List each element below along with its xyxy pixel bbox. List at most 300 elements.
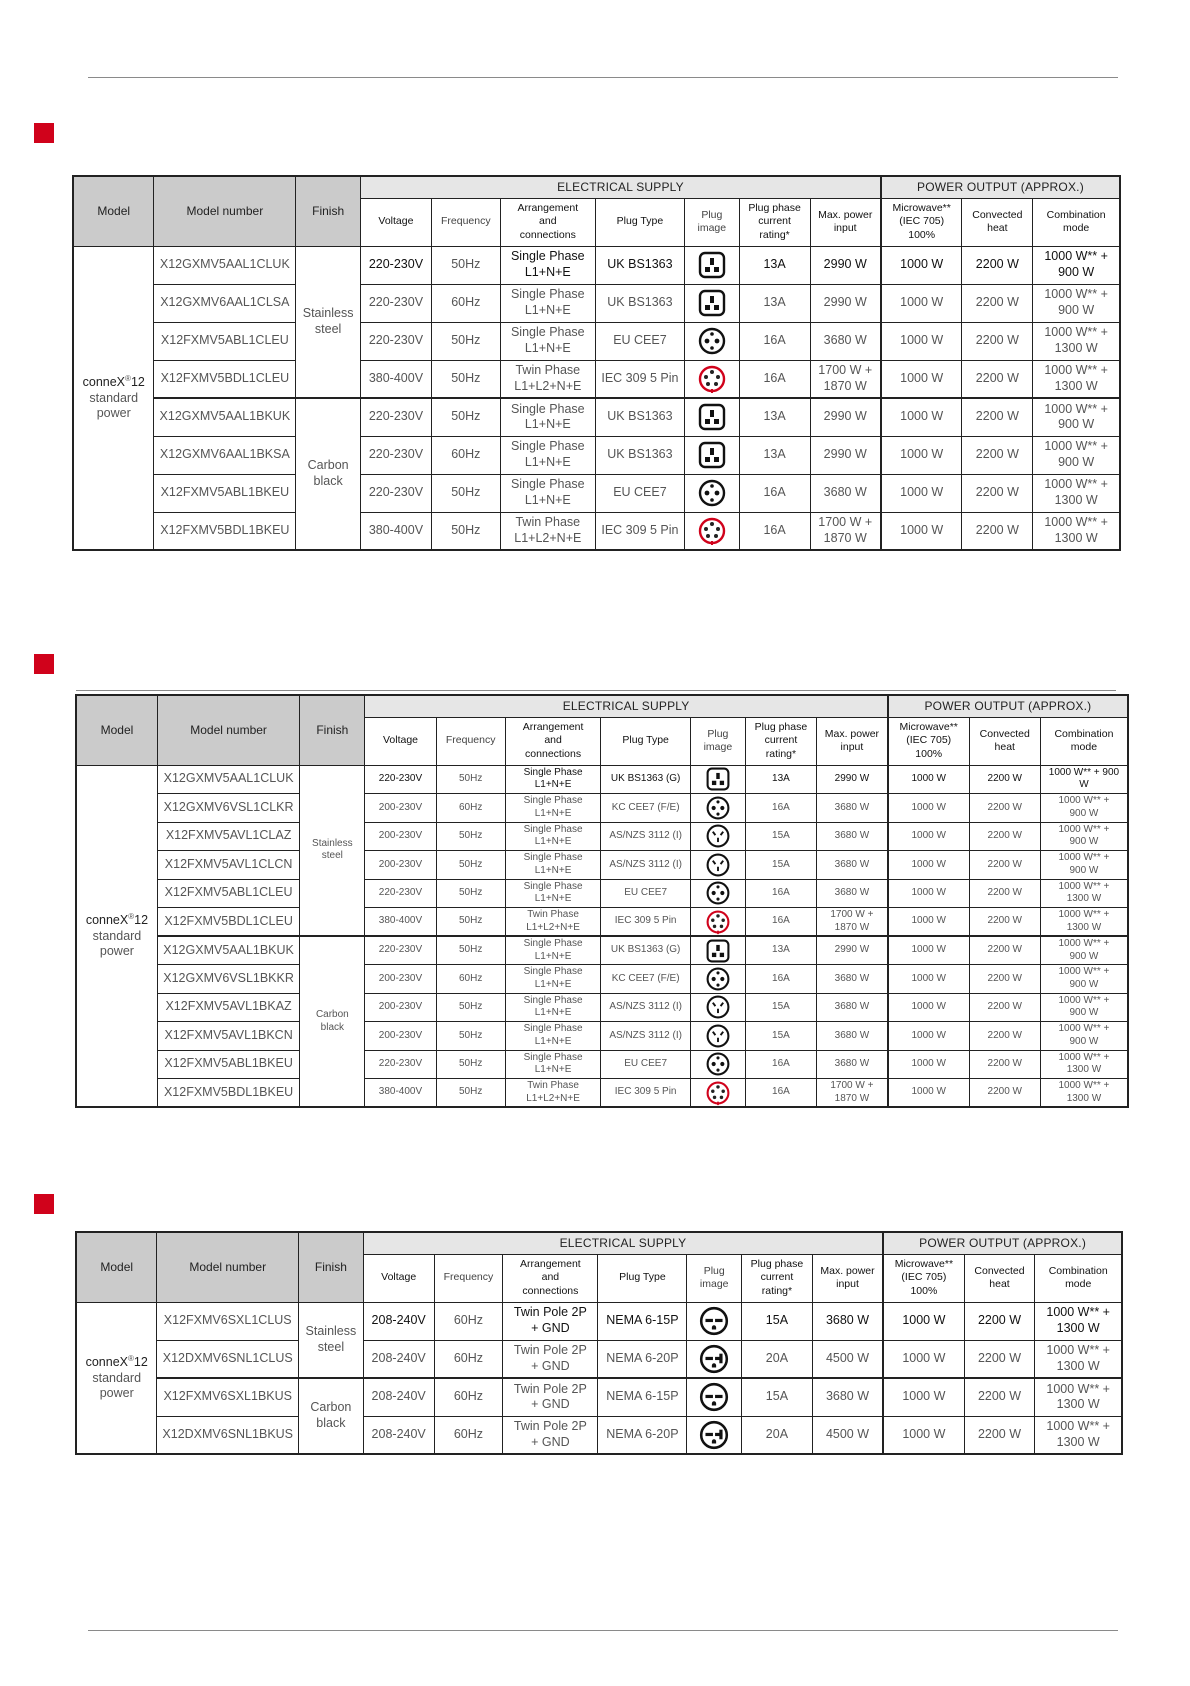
plug-image-cell xyxy=(687,1340,742,1378)
max-power-line-1: 2990 W xyxy=(823,257,867,272)
arrangement-cell xyxy=(505,822,601,851)
frequency: 60Hz xyxy=(453,1389,484,1404)
arrangement-line-2: L1+N+E xyxy=(524,265,571,279)
current-cell xyxy=(739,436,810,474)
eu-plug-icon xyxy=(705,966,731,992)
combination-line-1: 1000 W** + xyxy=(1044,477,1108,492)
header-model-number: Model number xyxy=(154,176,296,246)
header-microwave-2: (IEC 705) xyxy=(901,1271,947,1284)
model-number-cell xyxy=(157,879,299,908)
arrangement-line-1: Single Phase xyxy=(510,439,585,454)
plug-type-cell xyxy=(598,1302,687,1340)
plug-type: UK BS1363 (G) xyxy=(610,773,681,784)
convected-output: 2200 W xyxy=(987,1029,1022,1041)
table-row xyxy=(73,360,1120,398)
microwave-cell xyxy=(883,1340,964,1378)
plug-current: 20A xyxy=(765,1426,789,1441)
combination-line-2: 1300 W xyxy=(1056,1397,1100,1412)
combination-line-2: 1300 W xyxy=(1054,530,1098,545)
combination-line-1: 1000 W** + xyxy=(1044,287,1108,302)
arrangement-cell xyxy=(500,474,595,512)
combination-line-2: 1300 W xyxy=(1066,921,1102,933)
plug-type-cell xyxy=(601,822,691,851)
frequency-cell xyxy=(434,1416,503,1454)
voltage: 220-230V xyxy=(368,257,424,272)
frequency: 60Hz xyxy=(459,972,483,984)
header-combination xyxy=(1035,1254,1122,1302)
combination-line-1: 1000 W** + xyxy=(1058,1080,1110,1091)
combination-line-2: 900 W xyxy=(1058,455,1095,469)
arrangement-cell xyxy=(505,851,601,880)
microwave-cell xyxy=(888,1050,969,1079)
current-cell xyxy=(745,822,816,851)
plug-image-cell xyxy=(690,794,745,823)
table-row xyxy=(76,1050,1128,1079)
model-number: X12DXMV6SNL1CLUS xyxy=(162,1350,293,1365)
model-number-cell xyxy=(154,284,296,322)
max-power-line-2: 1870 W xyxy=(834,921,870,933)
combination-cell xyxy=(1033,398,1120,436)
frequency: 50Hz xyxy=(459,1001,483,1012)
microwave-cell xyxy=(888,908,969,937)
voltage-cell xyxy=(361,322,432,360)
plug-type: AS/NZS 3112 (I) xyxy=(609,1029,682,1041)
model-number-cell xyxy=(154,398,296,436)
microwave-output: 1000 W xyxy=(900,485,944,500)
nema-6-15-plug-icon xyxy=(698,1381,730,1413)
header-arrangement xyxy=(503,1254,598,1302)
arrangement-line-2: L1+N+E xyxy=(534,950,572,962)
max-power-cell xyxy=(817,965,888,994)
model-number: X12FXMV6SXL1CLUS xyxy=(163,1313,292,1328)
convected-cell xyxy=(969,965,1040,994)
plug-image-cell xyxy=(690,851,745,880)
microwave-cell xyxy=(881,284,962,322)
current-cell xyxy=(745,879,816,908)
model-line-3: power xyxy=(99,1386,134,1401)
frequency-cell xyxy=(431,436,500,474)
microwave-cell xyxy=(888,936,969,965)
voltage-cell xyxy=(361,474,432,512)
convected-cell xyxy=(962,398,1033,436)
voltage: 208-240V xyxy=(371,1350,426,1365)
header-model: Model xyxy=(76,695,157,765)
arrangement-line-2: L1+N+E xyxy=(534,1007,572,1019)
model-number: X12FXMV5BDL1CLEU xyxy=(164,913,293,928)
frequency: 60Hz xyxy=(459,801,483,813)
model-number-cell xyxy=(154,322,296,360)
header-plug-phase-2: current xyxy=(764,734,798,747)
max-power-line-2: 1870 W xyxy=(823,530,867,545)
max-power-line-1: 2990 W xyxy=(823,409,867,424)
voltage-cell xyxy=(361,246,432,284)
current-cell xyxy=(739,360,810,398)
microwave-output: 1000 W xyxy=(911,1086,946,1098)
max-power-line-1: 3680 W xyxy=(825,1389,870,1404)
arrangement-cell xyxy=(505,936,601,965)
combination-line-1: 1000 W** + xyxy=(1046,1305,1110,1320)
arrangement-line-2: L1+N+E xyxy=(524,455,571,469)
combination-cell xyxy=(1033,360,1120,398)
frequency-cell xyxy=(431,284,500,322)
arrangement-cell xyxy=(500,322,595,360)
plug-type-cell xyxy=(601,993,691,1022)
combination-line-2: 900 W xyxy=(1058,303,1095,317)
plug-image-cell xyxy=(684,512,739,550)
header-finish: Finish xyxy=(296,176,361,246)
frequency: 50Hz xyxy=(451,333,481,348)
table-row xyxy=(76,1340,1122,1378)
frequency: 60Hz xyxy=(453,1313,484,1328)
model-number-cell xyxy=(157,822,299,851)
voltage: 208-240V xyxy=(371,1426,426,1441)
plug-type-cell xyxy=(601,965,691,994)
uk-plug-icon xyxy=(697,288,727,318)
voltage: 380-400V xyxy=(368,522,424,537)
plug-current: 13A xyxy=(763,295,786,310)
current-cell xyxy=(745,765,816,794)
uk-plug-icon xyxy=(697,402,727,432)
header-microwave-1: Microwave** xyxy=(892,202,951,215)
iec-plug-icon xyxy=(697,364,727,394)
model-number-cell xyxy=(157,794,299,823)
header-max-power-1: Max. power xyxy=(818,208,873,221)
max-power-cell xyxy=(810,512,881,550)
frequency-cell xyxy=(436,908,505,937)
convected-output: 2200 W xyxy=(987,773,1022,784)
combination-cell xyxy=(1033,512,1120,550)
current-cell xyxy=(745,794,816,823)
finish-stainless-cell xyxy=(299,1302,364,1378)
table-row xyxy=(76,1302,1122,1340)
header-frequency: Frequency xyxy=(436,717,505,765)
microwave-cell xyxy=(888,965,969,994)
microwave-output: 1000 W xyxy=(911,887,946,898)
voltage-cell xyxy=(365,1022,436,1051)
combination-cell xyxy=(1033,322,1120,360)
microwave-output: 1000 W xyxy=(900,333,944,348)
finish-carbon-cell xyxy=(296,398,361,550)
finish-carbon-line-2: black xyxy=(316,1416,346,1430)
header-combination xyxy=(1040,717,1128,765)
eu-plug-icon xyxy=(705,880,731,906)
current-cell xyxy=(745,936,816,965)
microwave-output: 1000 W xyxy=(900,257,944,272)
voltage-cell xyxy=(365,1079,436,1108)
plug-image-cell xyxy=(690,765,745,794)
table-row xyxy=(73,512,1120,550)
plug-image-cell xyxy=(684,360,739,398)
model-number: X12FXMV5ABL1CLEU xyxy=(164,885,293,900)
arrangement-line-1: Single Phase xyxy=(523,795,583,807)
plug-image-cell xyxy=(684,436,739,474)
header-microwave xyxy=(883,1254,964,1302)
table-row xyxy=(76,794,1128,823)
arrangement-line-1: Single Phase xyxy=(523,994,583,1006)
model-number-cell xyxy=(157,1050,299,1079)
plug-image-cell xyxy=(690,993,745,1022)
current-cell xyxy=(739,322,810,360)
plug-type-cell xyxy=(601,936,691,965)
model-brand: conneX xyxy=(85,1354,128,1369)
model-number-cell xyxy=(154,436,296,474)
convected-output: 2200 W xyxy=(975,409,1019,424)
arrangement-line-2: L1+N+E xyxy=(524,417,571,432)
plug-current: 13A xyxy=(763,409,786,424)
voltage: 220-230V xyxy=(378,773,423,784)
header-plug-phase-2: current xyxy=(760,1271,794,1284)
plug-current: 13A xyxy=(763,257,786,272)
arrangement-cell xyxy=(500,512,595,550)
max-power-line-1: 3680 W xyxy=(834,801,870,813)
voltage: 380-400V xyxy=(378,915,423,927)
voltage-cell xyxy=(365,879,436,908)
finish-stainless-line-1: Stainless xyxy=(312,837,353,849)
max-power-cell xyxy=(810,284,881,322)
table-row xyxy=(73,284,1120,322)
arrangement-cell xyxy=(503,1340,598,1378)
arrangement-line-2: L1+N+E xyxy=(524,493,571,507)
max-power-line-1: 3680 W xyxy=(825,1313,870,1328)
max-power-line-1: 1700 W + xyxy=(830,909,874,920)
frequency: 50Hz xyxy=(451,409,481,424)
model-number: X12GXMV6VSL1CLKR xyxy=(163,799,294,814)
combination-line-1: 1000 W** + xyxy=(1046,1419,1110,1434)
microwave-cell xyxy=(888,1022,969,1051)
combination-line-2: 1300 W xyxy=(1054,378,1098,393)
spec-table-1 xyxy=(72,175,1121,551)
microwave-cell xyxy=(883,1378,964,1416)
plug-image-cell xyxy=(687,1416,742,1454)
au-plug-icon xyxy=(705,1023,731,1049)
frequency-cell xyxy=(434,1340,503,1378)
microwave-output: 1000 W xyxy=(900,409,944,424)
plug-current: 16A xyxy=(772,915,790,927)
model-number-cell xyxy=(154,246,296,284)
header-voltage: Voltage xyxy=(365,717,436,765)
arrangement-line-2: L1+N+E xyxy=(534,1064,572,1076)
table-row xyxy=(76,908,1128,937)
model-num: 12 xyxy=(130,374,145,389)
header-convected-2: heat xyxy=(987,222,1008,234)
plug-type-cell xyxy=(595,512,684,550)
model-number-cell xyxy=(157,908,299,937)
model-reg-mark: ® xyxy=(128,911,135,921)
plug-current: 15A xyxy=(765,1389,789,1404)
voltage: 380-400V xyxy=(368,370,424,385)
current-cell xyxy=(745,965,816,994)
finish-stainless-cell xyxy=(300,765,365,936)
header-microwave-2: (IEC 705) xyxy=(899,215,945,228)
header-arrangement xyxy=(505,717,601,765)
model-number-cell xyxy=(157,1416,299,1454)
voltage-cell xyxy=(361,398,432,436)
plug-type-cell xyxy=(595,246,684,284)
combination-line-1: 1000 W** + 900 W xyxy=(1048,766,1120,791)
au-plug-icon xyxy=(705,852,731,878)
arrangement-line-2: L1+N+E xyxy=(534,893,572,905)
arrangement-line-1: Single Phase xyxy=(523,880,583,892)
arrangement-cell xyxy=(505,1022,601,1051)
frequency-cell xyxy=(434,1302,503,1340)
max-power-line-1: 3680 W xyxy=(834,887,870,898)
model-number: X12GXMV6VSL1BKKR xyxy=(163,970,294,985)
model-name-cell xyxy=(76,765,157,1107)
microwave-cell xyxy=(883,1302,964,1340)
voltage-cell xyxy=(363,1416,434,1454)
arrangement-line-2: L1+N+E xyxy=(534,807,572,819)
combination-cell xyxy=(1033,436,1120,474)
convected-cell xyxy=(969,908,1040,937)
max-power-line-1: 3680 W xyxy=(834,972,870,984)
convected-cell xyxy=(969,851,1040,880)
arrangement-line-1: Single Phase xyxy=(510,287,585,302)
frequency: 50Hz xyxy=(459,858,483,870)
plug-image-cell xyxy=(690,822,745,851)
header-electrical-supply: ELECTRICAL SUPPLY xyxy=(361,176,881,198)
combination-cell xyxy=(1040,794,1128,823)
convected-output: 2200 W xyxy=(975,370,1019,385)
arrangement-cell xyxy=(500,436,595,474)
combination-cell xyxy=(1040,879,1128,908)
max-power-line-2: 1870 W xyxy=(823,378,867,393)
header-power-output: POWER OUTPUT (APPROX.) xyxy=(888,695,1128,717)
header-plug-image-1: Plug xyxy=(707,727,729,740)
header-microwave-1: Microwave** xyxy=(899,721,958,734)
microwave-output: 1000 W xyxy=(902,1350,946,1365)
frequency: 50Hz xyxy=(459,773,483,784)
combination-line-1: 1000 W** + xyxy=(1058,880,1110,892)
combination-line-1: 1000 W** + xyxy=(1058,852,1110,864)
voltage-cell xyxy=(361,360,432,398)
plug-type-cell xyxy=(595,474,684,512)
convected-cell xyxy=(964,1302,1035,1340)
model-number-cell xyxy=(157,1079,299,1108)
convected-cell xyxy=(969,765,1040,794)
header-microwave-3: 100% xyxy=(908,228,936,241)
current-cell xyxy=(745,1022,816,1051)
plug-current: 13A xyxy=(772,944,790,956)
header-power-output: POWER OUTPUT (APPROX.) xyxy=(883,1232,1122,1254)
max-power-cell xyxy=(817,794,888,823)
plug-image-cell xyxy=(684,246,739,284)
microwave-cell xyxy=(881,474,962,512)
arrangement-line-1: Twin Pole 2P xyxy=(513,1343,587,1358)
header-combination-1: Combination xyxy=(1054,727,1114,740)
arrangement-line-2: L1+N+E xyxy=(534,864,572,876)
voltage: 200-230V xyxy=(378,972,423,984)
header-arrangement-1: Arrangement xyxy=(522,721,584,734)
model-brand: conneX xyxy=(85,912,129,927)
model-number: X12GXMV5AAL1BKUK xyxy=(163,942,294,957)
voltage-cell xyxy=(365,1050,436,1079)
combination-line-1: 1000 W** + xyxy=(1044,363,1108,378)
convected-cell xyxy=(969,1022,1040,1051)
plug-image-cell xyxy=(690,908,745,937)
max-power-line-1: 1700 W + xyxy=(818,515,873,530)
microwave-cell xyxy=(888,1079,969,1108)
model-number: X12FXMV5BDL1CLEU xyxy=(160,370,290,385)
arrangement-line-1: Twin Pole 2P xyxy=(513,1419,587,1434)
combination-cell xyxy=(1040,1079,1128,1108)
arrangement-line-1: Twin Phase xyxy=(515,515,581,530)
section-marker-2 xyxy=(34,654,54,674)
model-number-cell xyxy=(157,1022,299,1051)
header-convected-2: heat xyxy=(994,741,1015,753)
table-row xyxy=(76,1378,1122,1416)
header-finish: Finish xyxy=(299,1232,364,1302)
plug-image-cell xyxy=(690,1022,745,1051)
plug-type: UK BS1363 xyxy=(607,295,673,310)
convected-output: 2200 W xyxy=(977,1350,1022,1365)
combination-cell xyxy=(1033,474,1120,512)
current-cell xyxy=(745,993,816,1022)
current-cell xyxy=(739,246,810,284)
voltage: 208-240V xyxy=(371,1389,426,1404)
model-line-3: power xyxy=(96,406,131,421)
header-arrangement-3: connections xyxy=(522,1284,579,1297)
microwave-output: 1000 W xyxy=(911,972,946,984)
au-plug-icon xyxy=(705,823,731,849)
header-plug-image-2: image xyxy=(703,741,733,753)
plug-type-cell xyxy=(601,1022,691,1051)
voltage-cell xyxy=(365,765,436,794)
combination-line-2: 1300 W xyxy=(1066,1092,1102,1104)
voltage: 200-230V xyxy=(378,801,423,813)
voltage-cell xyxy=(361,436,432,474)
plug-type-cell xyxy=(598,1416,687,1454)
convected-cell xyxy=(964,1416,1035,1454)
frequency-cell xyxy=(436,965,505,994)
plug-current: 15A xyxy=(772,830,790,841)
header-combination-2: mode xyxy=(1063,222,1090,234)
combination-line-2: 900 W xyxy=(1069,1035,1099,1047)
voltage: 220-230V xyxy=(368,485,424,500)
model-number-cell xyxy=(157,993,299,1022)
convected-output: 2200 W xyxy=(975,295,1019,310)
arrangement-line-2: + GND xyxy=(531,1358,570,1373)
combination-cell xyxy=(1040,908,1128,937)
max-power-cell xyxy=(817,1079,888,1108)
max-power-line-1: 4500 W xyxy=(825,1350,870,1365)
frequency: 50Hz xyxy=(451,257,481,272)
model-number-cell xyxy=(157,1302,299,1340)
microwave-cell xyxy=(888,993,969,1022)
finish-carbon-line-2: black xyxy=(313,474,343,488)
microwave-cell xyxy=(888,822,969,851)
arrangement-cell xyxy=(500,284,595,322)
voltage: 220-230V xyxy=(378,887,423,898)
combination-line-2: 900 W xyxy=(1069,836,1099,848)
combination-line-1: 1000 W** + xyxy=(1058,909,1110,920)
convected-cell xyxy=(962,284,1033,322)
frequency-cell xyxy=(431,246,500,284)
combination-line-2: 1300 W xyxy=(1056,1321,1100,1335)
frequency-cell xyxy=(431,322,500,360)
model-number: X12FXMV5BDL1BKEU xyxy=(160,522,290,537)
arrangement-cell xyxy=(505,908,601,937)
frequency: 50Hz xyxy=(451,370,481,385)
combination-line-1: 1000 W** + xyxy=(1058,1023,1110,1035)
model-number-cell xyxy=(157,965,299,994)
plug-image-cell xyxy=(687,1302,742,1340)
nema-6-20-plug-icon xyxy=(698,1343,730,1375)
table-row xyxy=(73,436,1120,474)
header-plug-image-2: image xyxy=(697,222,727,234)
microwave-output: 1000 W xyxy=(911,858,946,870)
table-row xyxy=(76,822,1128,851)
table-row xyxy=(76,879,1128,908)
